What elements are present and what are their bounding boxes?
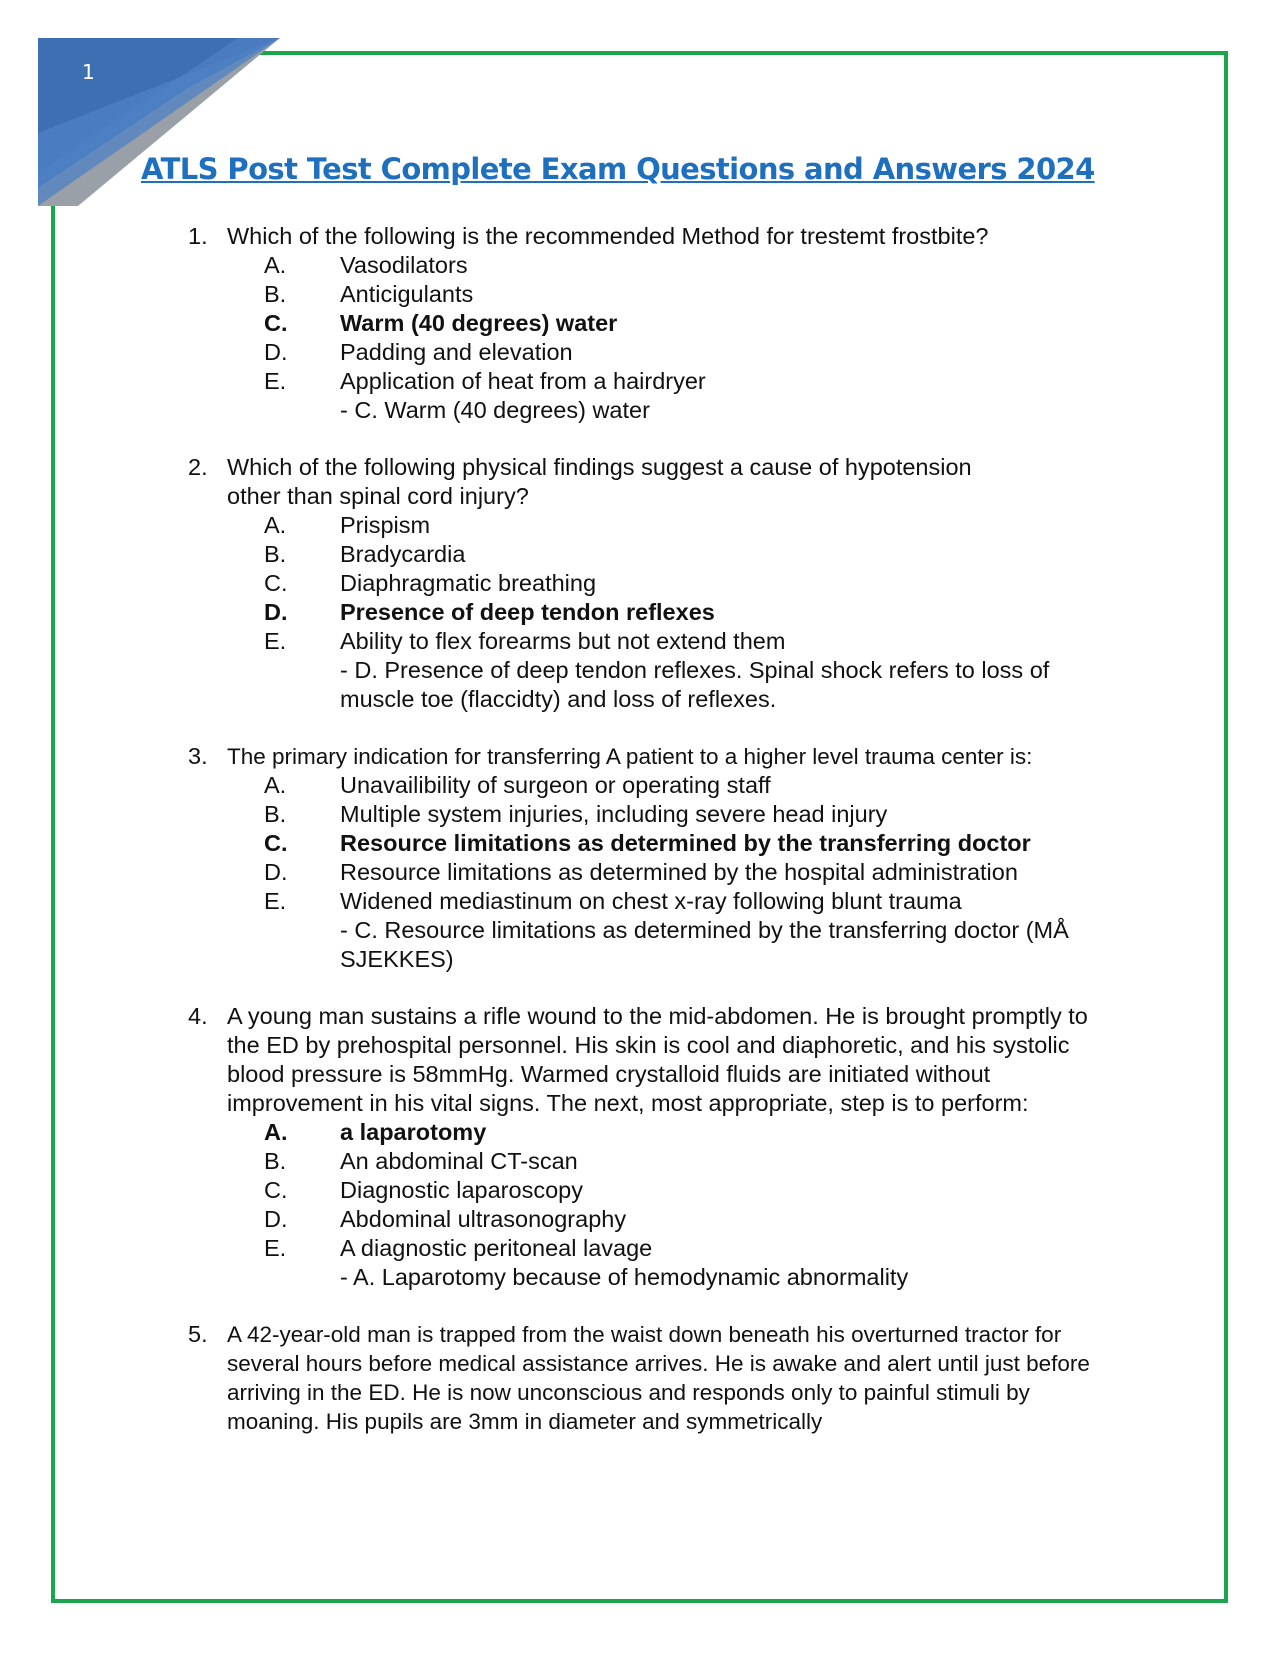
option-d bbox=[0, 1205, 1280, 1234]
option-b bbox=[0, 800, 1280, 829]
option-text: Diaphragmatic breathing bbox=[340, 570, 597, 596]
option-letter: C. bbox=[264, 310, 288, 336]
option-text: Resource limitations as determined by the hospital administration bbox=[340, 859, 1018, 885]
option-a bbox=[0, 771, 1280, 800]
option-letter: C. bbox=[264, 1177, 288, 1203]
option-text: Ability to flex forearms but not extend them bbox=[340, 628, 786, 654]
question-text: A 42-year-old man is trapped from the waist down beneath his overturned tractor for several hours before medical assistance arrives. He is awake and alert until just before arriving in the ED. He is now unconscious and responds only to painful stimuli by moaning. His pupils are 3mm in diameter and symmetrically bbox=[227, 1322, 1090, 1434]
option-text: Diagnostic laparoscopy bbox=[340, 1177, 583, 1203]
question-number: 1. bbox=[188, 223, 208, 249]
option-e bbox=[0, 367, 1280, 396]
option-letter: D. bbox=[264, 599, 288, 625]
question-text: Which of the following is the recommended Method for trestemt frostbite? bbox=[227, 223, 989, 249]
option-letter: B. bbox=[264, 281, 287, 307]
answer-explanation: - C. Warm (40 degrees) water bbox=[340, 397, 650, 423]
option-c-correct bbox=[0, 309, 1280, 338]
option-e bbox=[0, 627, 1280, 656]
option-letter: D. bbox=[264, 339, 288, 365]
option-d bbox=[0, 858, 1280, 887]
option-text: Bradycardia bbox=[340, 541, 466, 567]
option-a-correct bbox=[0, 1118, 1280, 1147]
option-a bbox=[0, 251, 1280, 280]
option-text: Warm (40 degrees) water bbox=[340, 310, 618, 336]
option-a bbox=[0, 511, 1280, 540]
option-letter: E. bbox=[264, 368, 287, 394]
option-text: Unavailibility of surgeon or operating staff bbox=[340, 772, 771, 798]
option-letter: D. bbox=[264, 859, 288, 885]
option-letter: A. bbox=[264, 252, 287, 278]
option-text: Resource limitations as determined by the transferring doctor bbox=[340, 830, 1031, 856]
option-text: Prispism bbox=[340, 512, 431, 538]
option-letter: E. bbox=[264, 1235, 287, 1261]
option-text: Multiple system injuries, including severe head injury bbox=[340, 801, 888, 827]
question-3 bbox=[0, 742, 1280, 974]
answer-explanation: - C. Resource limitations as determined by the transferring doctor (MÅ SJEKKES) bbox=[340, 917, 1069, 972]
question-text: A young man sustains a rifle wound to the mid-abdomen. He is brought promptly to the ED by prehospital personnel. His skin is cool and diaphoretic, and his systolic blood pressure is 58mmHg. Warmed crystalloid fluids are initiated without improvement in his vital signs. The next, most appropriate, step is to perform: bbox=[227, 1003, 1088, 1116]
option-letter: A. bbox=[264, 512, 287, 538]
question-text: The primary indication for transferring A patient to a higher level trauma center is: bbox=[227, 744, 1033, 769]
answer-explanation: - A. Laparotomy because of hemodynamic abnormality bbox=[340, 1264, 909, 1290]
option-c-correct bbox=[0, 829, 1280, 858]
option-letter: B. bbox=[264, 541, 287, 567]
option-letter: C. bbox=[264, 570, 288, 596]
option-text: Padding and elevation bbox=[340, 339, 573, 365]
option-letter: E. bbox=[264, 628, 287, 654]
option-letter: D. bbox=[264, 1206, 288, 1232]
option-letter: A. bbox=[264, 772, 287, 798]
question-number: 5. bbox=[188, 1321, 208, 1347]
option-text: Presence of deep tendon reflexes bbox=[340, 599, 715, 625]
document-title: ATLS Post Test Complete Exam Questions and Answers 2024 bbox=[141, 152, 1095, 186]
option-letter: B. bbox=[264, 1148, 287, 1174]
option-e bbox=[0, 1234, 1280, 1263]
option-letter: A. bbox=[264, 1119, 288, 1145]
question-text: Which of the following physical findings suggest a cause of hypotension other than spinal cord injury? bbox=[227, 454, 972, 509]
option-letter: C. bbox=[264, 830, 288, 856]
option-d-correct bbox=[0, 598, 1280, 627]
question-list bbox=[0, 222, 1280, 1464]
question-4 bbox=[0, 1002, 1280, 1292]
question-number: 2. bbox=[188, 454, 208, 480]
option-b bbox=[0, 280, 1280, 309]
option-e bbox=[0, 887, 1280, 916]
option-text: Vasodilators bbox=[340, 252, 468, 278]
question-1 bbox=[0, 222, 1280, 425]
option-text: An abdominal CT-scan bbox=[340, 1148, 578, 1174]
option-text: Application of heat from a hairdryer bbox=[340, 368, 706, 394]
option-letter: B. bbox=[264, 801, 287, 827]
option-b bbox=[0, 1147, 1280, 1176]
answer-explanation: - D. Presence of deep tendon reflexes. Spinal shock refers to loss of muscle toe (flaccidty) and loss of reflexes. bbox=[340, 657, 1050, 712]
option-text: Widened mediastinum on chest x-ray following blunt trauma bbox=[340, 888, 962, 914]
question-2 bbox=[0, 453, 1280, 714]
question-number: 4. bbox=[188, 1003, 208, 1029]
option-text: A diagnostic peritoneal lavage bbox=[340, 1235, 653, 1261]
option-c bbox=[0, 1176, 1280, 1205]
option-text: Abdominal ultrasonography bbox=[340, 1206, 627, 1232]
page-number: 1 bbox=[82, 60, 95, 84]
option-b bbox=[0, 540, 1280, 569]
question-5 bbox=[0, 1320, 1280, 1436]
option-letter: E. bbox=[264, 888, 287, 914]
option-d bbox=[0, 338, 1280, 367]
question-number: 3. bbox=[188, 743, 208, 769]
option-text: a laparotomy bbox=[340, 1119, 487, 1145]
option-text: Anticigulants bbox=[340, 281, 474, 307]
option-c bbox=[0, 569, 1280, 598]
